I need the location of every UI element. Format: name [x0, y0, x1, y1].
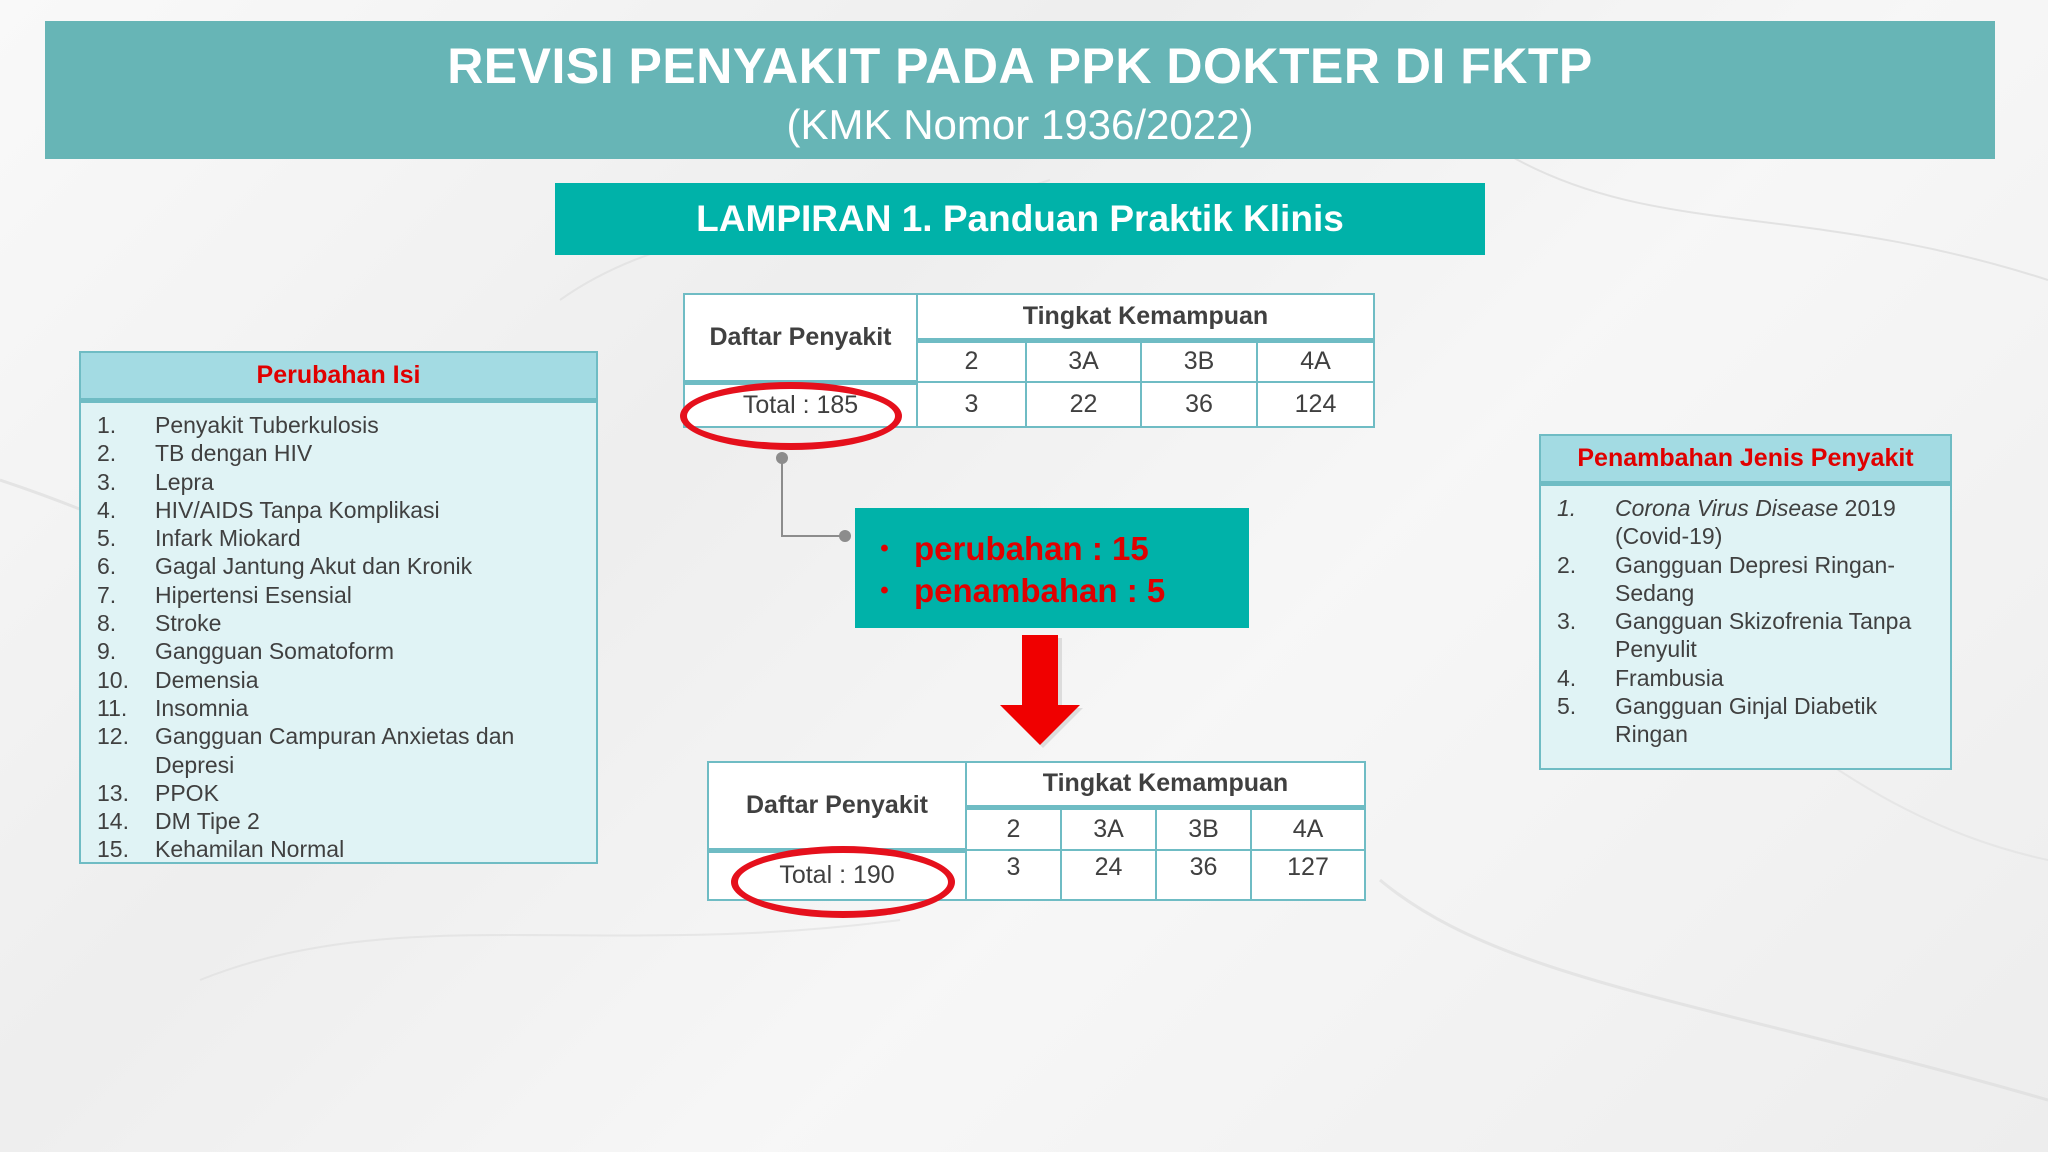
list-item [1541, 607, 1950, 664]
item-text: DM Tipe 2 [155, 808, 260, 835]
item-text: Gangguan Depresi Ringan-Sedang [1615, 551, 1896, 606]
item-text: Stroke [155, 610, 222, 637]
item-number: 8. [97, 610, 117, 637]
callout-line [855, 528, 1249, 570]
item-number: 4. [97, 496, 117, 523]
list-item [81, 411, 596, 439]
page-subtitle: (KMK Nomor 1936/2022) [786, 101, 1254, 148]
list-item [81, 807, 596, 835]
item-text: Hipertensi Esensial [155, 581, 352, 608]
total-cell: Total : 190 [708, 850, 966, 900]
item-text: HIV/AIDS Tanpa Komplikasi [155, 496, 440, 523]
list-item [81, 637, 596, 665]
list-item [81, 722, 596, 779]
item-number: 4. [1557, 664, 1577, 691]
list-item [1541, 494, 1950, 551]
item-number: 3. [1557, 608, 1577, 635]
item-number: 3. [97, 468, 117, 495]
item-text: Kehamilan Normal [155, 836, 345, 863]
count-cell: 24 [1061, 850, 1156, 900]
item-number: 11. [97, 694, 128, 721]
item-text: Insomnia [155, 694, 249, 721]
header-banner [45, 21, 1995, 159]
item-number: 1. [97, 412, 117, 438]
level-cell: 4A [1257, 340, 1374, 382]
item-text: Gagal Jantung Akut dan Kronik [155, 553, 473, 580]
item-number: 1. [1557, 495, 1577, 521]
item-text: Penyakit Tuberkulosis [155, 412, 379, 438]
list-item [1541, 664, 1950, 692]
changes-panel-title: Perubahan Isi [81, 353, 596, 403]
table-header-row [708, 762, 1365, 807]
additions-panel [1539, 434, 1952, 770]
item-text: Infark Miokard [155, 525, 301, 552]
item-text-italic: Corona Virus Disease [1615, 495, 1839, 521]
list-header-cell: Daftar Penyakit [708, 762, 966, 850]
count-cell: 124 [1257, 382, 1374, 427]
item-text: Gangguan Ginjal Diabetik Ringan [1615, 693, 1878, 748]
list-item [81, 581, 596, 609]
item-text-rest: 2019 (Covid-19) [1615, 495, 1896, 550]
count-cell: 3 [917, 382, 1026, 427]
count-cell: 22 [1026, 382, 1141, 427]
list-item [1541, 692, 1950, 749]
list-item [81, 666, 596, 694]
list-item [81, 439, 596, 467]
changes-panel [79, 351, 598, 864]
count-cell: 36 [1141, 382, 1257, 427]
page-title: REVISI PENYAKIT PADA PPK DOKTER DI FKTP [447, 38, 1593, 94]
list-header-cell: Daftar Penyakit [684, 294, 917, 382]
item-number: 5. [1557, 693, 1577, 720]
item-text: Frambusia [1615, 664, 1724, 691]
bullet: • [880, 577, 889, 604]
list-item [81, 496, 596, 524]
item-text: Demensia [155, 666, 259, 693]
item-number: 2. [1557, 551, 1577, 578]
section-banner: LAMPIRAN 1. Panduan Praktik Klinis [555, 183, 1485, 255]
item-number: 10. [97, 666, 129, 693]
list-item [81, 835, 596, 863]
item-number: 6. [97, 553, 117, 580]
level-cell: 3A [1026, 340, 1141, 382]
total-highlight-ellipse [680, 382, 902, 450]
count-cell: 127 [1251, 850, 1365, 900]
item-text: Gangguan Campuran Anxietas dan Depresi [155, 723, 515, 778]
changes-count-text: perubahan : 15 [914, 530, 1149, 567]
level-cell: 2 [966, 807, 1061, 850]
item-text: TB dengan HIV [155, 440, 313, 467]
callout-line [855, 570, 1249, 612]
count-cell: 36 [1156, 850, 1251, 900]
total-cell: Total : 185 [684, 382, 917, 427]
count-cell: 3 [966, 850, 1061, 900]
additions-count-text: penambahan : 5 [914, 572, 1166, 609]
item-number: 13. [97, 779, 129, 806]
item-number: 15. [97, 836, 129, 863]
additions-list [1541, 486, 1950, 749]
item-text: PPOK [155, 779, 219, 806]
level-header-cell: Tingkat Kemampuan [966, 762, 1365, 807]
item-text: Gangguan Somatoform [155, 638, 395, 665]
list-item [81, 552, 596, 580]
down-arrow-icon [1000, 635, 1083, 748]
list-item [81, 524, 596, 552]
item-number: 5. [97, 525, 117, 552]
summary-callout [855, 508, 1249, 628]
additions-panel-title: Penambahan Jenis Penyakit [1541, 436, 1950, 486]
level-cell: 3A [1061, 807, 1156, 850]
item-text [1615, 494, 1950, 551]
bullet: • [880, 535, 889, 562]
level-cell: 3B [1141, 340, 1257, 382]
table-header-row [684, 294, 1374, 340]
item-text: Gangguan Skizofrenia Tanpa Penyulit [1615, 608, 1912, 663]
level-header-cell: Tingkat Kemampuan [917, 294, 1374, 340]
list-item [81, 694, 596, 722]
item-number: 7. [97, 581, 117, 608]
item-number: 14. [97, 808, 129, 835]
item-number: 9. [97, 638, 117, 665]
total-highlight-ellipse [731, 846, 955, 918]
level-cell: 4A [1251, 807, 1365, 850]
changes-list [81, 403, 596, 864]
level-cell: 3B [1156, 807, 1251, 850]
list-item [81, 468, 596, 496]
item-number: 2. [97, 440, 117, 467]
item-number: 12. [97, 723, 129, 750]
item-text: Lepra [155, 468, 214, 495]
list-item [1541, 551, 1950, 608]
level-cell: 2 [917, 340, 1026, 382]
list-item [81, 779, 596, 807]
list-item [81, 609, 596, 637]
